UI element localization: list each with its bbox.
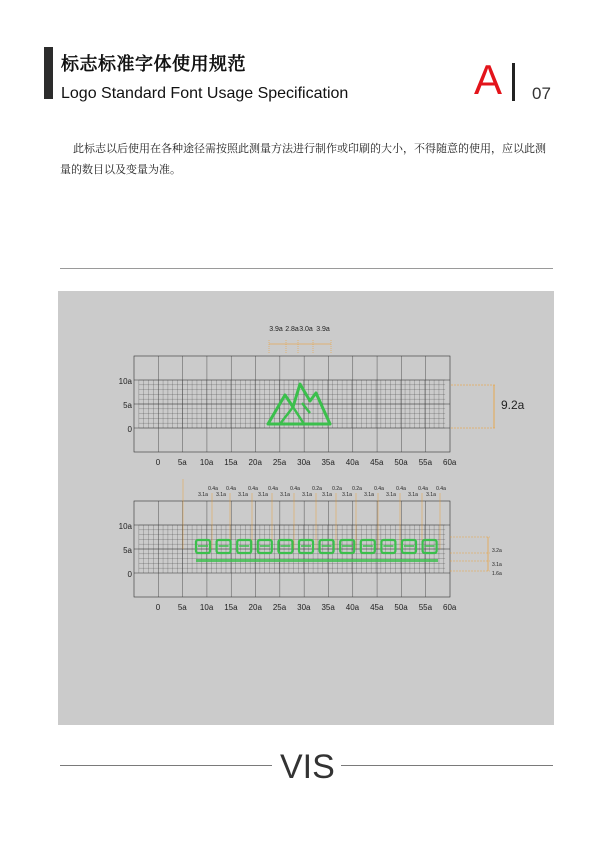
footer-line-right	[341, 765, 553, 766]
x-axis-label: 50a	[394, 458, 408, 467]
dimension-label: 3.0a	[299, 326, 313, 333]
page-title-english: Logo Standard Font Usage Specification	[61, 85, 349, 102]
section-divider	[60, 268, 553, 269]
spacing-label: 0.4a	[290, 486, 300, 492]
spacing-label: 0.4a	[268, 486, 278, 492]
spacing-label: 0.2a	[352, 486, 362, 492]
badge-number: 07	[532, 84, 551, 103]
height-dimension-label: 3.1a	[492, 562, 502, 568]
x-axis-label: 40a	[345, 458, 360, 467]
width-label: 3.1a	[408, 492, 418, 498]
width-label: 3.1a	[216, 492, 226, 498]
dimension-label: 2.8a	[285, 326, 299, 333]
height-dimension-label: 9.2a	[501, 398, 525, 412]
spacing-label: 0.4a	[436, 486, 446, 492]
x-axis-label: 25a	[272, 458, 287, 467]
page-title-chinese: 标志标准字体使用规范	[61, 54, 246, 75]
x-axis-label: 60a	[443, 603, 457, 612]
logo-grid-diagram	[119, 326, 525, 467]
width-label: 3.1a	[342, 492, 352, 498]
spacing-label: 0.4a	[226, 486, 236, 492]
x-axis-label: 30a	[297, 603, 311, 612]
y-axis-label: 5a	[123, 401, 132, 410]
x-axis-label: 35a	[321, 603, 335, 612]
y-axis-label: 0	[127, 570, 132, 579]
spacing-label: 0.4a	[418, 486, 428, 492]
x-axis-label: 15a	[224, 458, 238, 467]
width-label: 3.1a	[280, 492, 290, 498]
footer-line-left	[60, 765, 272, 766]
intro-paragraph: 此标志以后使用在各种途径需按照此测量方法进行制作或印刷的大小，不得随意的使用，应以此测量的数目以及变量为准。	[60, 142, 546, 176]
x-axis-label: 0	[155, 458, 161, 467]
dimension-label: 3.9a	[269, 326, 283, 333]
wordmark-english-line	[196, 559, 438, 562]
y-axis-label: 5a	[123, 546, 132, 555]
height-dimension-label: 1.6a	[492, 571, 502, 577]
x-axis-label: 50a	[394, 603, 408, 612]
spacing-label: 0.4a	[374, 486, 384, 492]
diagram-panel	[58, 291, 554, 725]
x-axis-label: 60a	[443, 458, 457, 467]
spacing-label: 0.2a	[332, 486, 342, 492]
x-axis-label: 5a	[177, 603, 187, 612]
width-label: 3.1a	[238, 492, 248, 498]
header-accent-bar	[44, 47, 53, 99]
x-axis-label: 55a	[418, 603, 433, 612]
x-axis-label: 0	[155, 603, 161, 612]
badge-divider	[512, 63, 515, 101]
x-axis-label: 10a	[199, 603, 214, 612]
y-axis-label: 10a	[118, 377, 132, 386]
x-axis-label: 40a	[345, 603, 360, 612]
y-axis-label: 10a	[118, 522, 132, 531]
dimension-label: 3.9a	[316, 326, 330, 333]
diagram-canvas	[58, 291, 554, 725]
wordmark-grid-diagram	[119, 479, 502, 612]
x-axis-label: 35a	[321, 458, 335, 467]
footer-label: VIS	[280, 748, 335, 786]
width-label: 3.1a	[322, 492, 332, 498]
x-axis-label: 20a	[248, 603, 262, 612]
width-label: 3.1a	[426, 492, 436, 498]
x-axis-label: 15a	[224, 603, 238, 612]
spacing-label: 0.4a	[248, 486, 258, 492]
width-label: 3.1a	[302, 492, 312, 498]
x-axis-label: 5a	[177, 458, 187, 467]
height-dimension-label: 3.2a	[492, 548, 502, 554]
badge-letter: A	[474, 56, 503, 103]
spacing-label: 0.2a	[312, 486, 322, 492]
spacing-label: 0.4a	[208, 486, 218, 492]
x-axis-label: 10a	[199, 458, 214, 467]
x-axis-label: 45a	[370, 603, 384, 612]
x-axis-label: 45a	[370, 458, 384, 467]
x-axis-label: 55a	[418, 458, 433, 467]
width-label: 3.1a	[386, 492, 396, 498]
x-axis-label: 20a	[248, 458, 262, 467]
width-label: 3.1a	[364, 492, 374, 498]
width-label: 3.1a	[258, 492, 268, 498]
spacing-label: 0.4a	[396, 486, 406, 492]
width-label: 3.1a	[198, 492, 208, 498]
x-axis-label: 25a	[272, 603, 287, 612]
x-axis-label: 30a	[297, 458, 311, 467]
y-axis-label: 0	[127, 425, 132, 434]
